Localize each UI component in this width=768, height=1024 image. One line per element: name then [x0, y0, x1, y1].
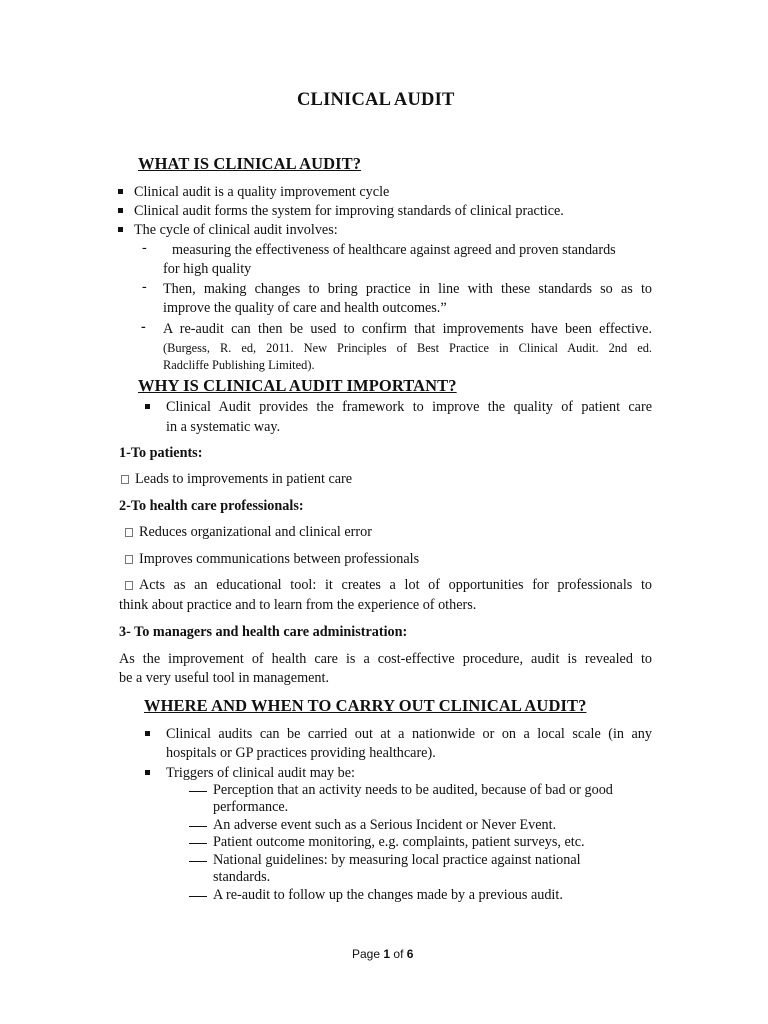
- bullet-text: hospitals or GP practices providing healthcare).: [166, 745, 436, 761]
- page-title: CLINICAL AUDIT: [297, 90, 455, 110]
- checkbox-glyph-icon: [125, 528, 133, 537]
- trigger-item: performance.: [213, 799, 289, 815]
- dash-marker: [189, 791, 207, 792]
- trigger-item: Perception that an activity needs to be audited, because of bad or good: [213, 782, 613, 798]
- bullet-text: The cycle of clinical audit involves:: [134, 222, 338, 238]
- list-item: Improves communications between professionals: [125, 550, 419, 569]
- dash-marker: -: [142, 279, 147, 295]
- dash-item-text: for high quality: [163, 261, 252, 277]
- trigger-item: A re-audit to follow up the changes made by a previous audit.: [213, 887, 563, 903]
- bullet-square-icon: [118, 208, 123, 213]
- paragraph-text: be a very useful tool in management.: [119, 670, 329, 686]
- trigger-item: An adverse event such as a Serious Incident or Never Event.: [213, 817, 557, 833]
- dash-item-text: measuring the effectiveness of healthcare against agreed and proven standards: [172, 242, 616, 258]
- paragraph-text: As the improvement of health care is a cost-effective procedure, audit is revealed to: [119, 651, 652, 667]
- list-item: Reduces organizational and clinical error: [125, 523, 372, 542]
- trigger-item: Patient outcome monitoring, e.g. complaints, patient surveys, etc.: [213, 834, 585, 850]
- dash-marker: [189, 861, 207, 862]
- list-item-continuation: think about practice and to learn from the experience of others.: [119, 597, 477, 613]
- bullet-square-icon: [145, 731, 150, 736]
- bullet-square-icon: [145, 404, 150, 409]
- dash-item-text: improve the quality of care and health outcomes.”: [163, 300, 447, 316]
- page-number: Page 1 of 6: [352, 947, 414, 961]
- subheading-patients: 1-To patients:: [119, 445, 203, 461]
- subheading-professionals: 2-To health care professionals:: [119, 498, 304, 514]
- bullet-square-icon: [145, 770, 150, 775]
- bullet-text: Clinical Audit provides the framework to improve the quality of patient care: [166, 399, 652, 415]
- dash-item-text: A re-audit can then be used to confirm that improvements have been effective.: [163, 321, 652, 337]
- dash-marker: [189, 826, 207, 827]
- bullet-text: Triggers of clinical audit may be:: [166, 765, 355, 781]
- bullet-text: Clinical audit forms the system for improving standards of clinical practice.: [134, 203, 564, 219]
- citation-text: Radcliffe Publishing Limited).: [163, 358, 315, 372]
- dash-marker: -: [142, 240, 147, 256]
- dash-marker: [189, 843, 207, 844]
- checkbox-glyph-icon: [121, 475, 129, 484]
- dash-marker: [189, 896, 207, 897]
- citation-text: (Burgess, R. ed, 2011. New Principles of Best Practice in Clinical Audit. 2nd ed.: [163, 341, 652, 355]
- dash-marker: -: [141, 319, 146, 335]
- bullet-text: Clinical audits can be carried out at a nationwide or on a local scale (in any: [166, 726, 652, 742]
- list-item: Leads to improvements in patient care: [121, 470, 352, 489]
- list-item: Acts as an educational tool: it creates a lot of opportunities for professionals to: [121, 576, 652, 595]
- checkbox-glyph-icon: [125, 581, 133, 590]
- bullet-square-icon: [118, 227, 123, 232]
- trigger-item: standards.: [213, 869, 271, 885]
- bullet-text: in a systematic way.: [166, 419, 281, 435]
- section-heading-why: WHY IS CLINICAL AUDIT IMPORTANT?: [138, 376, 457, 395]
- trigger-item: National guidelines: by measuring local practice against national: [213, 852, 581, 868]
- section-heading-what: WHAT IS CLINICAL AUDIT?: [138, 154, 362, 173]
- subheading-managers: 3- To managers and health care administration:: [119, 624, 408, 640]
- bullet-text: Clinical audit is a quality improvement cycle: [134, 184, 390, 200]
- section-heading-where: WHERE AND WHEN TO CARRY OUT CLINICAL AUDIT?: [144, 696, 587, 715]
- dash-item-text: Then, making changes to bring practice in line with these standards so as to: [163, 281, 652, 297]
- bullet-square-icon: [118, 189, 123, 194]
- checkbox-glyph-icon: [125, 555, 133, 564]
